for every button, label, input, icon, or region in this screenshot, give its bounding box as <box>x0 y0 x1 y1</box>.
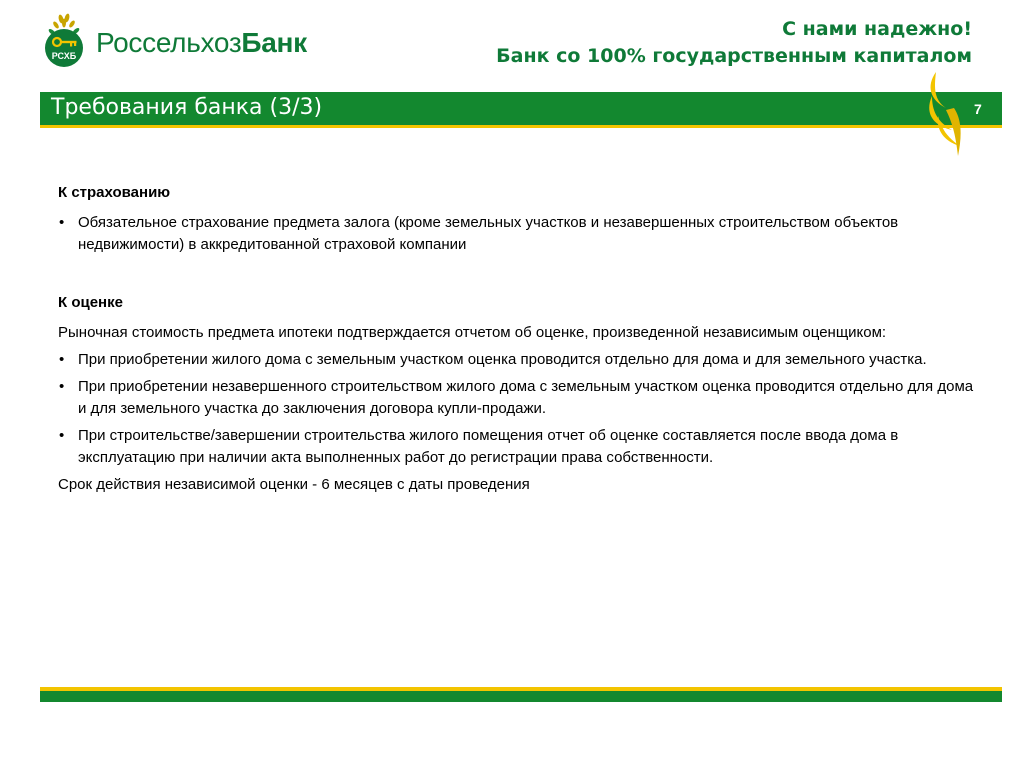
logo-text-light: Россельхоз <box>96 27 242 58</box>
slide-title: Требования банка (3/3) <box>51 95 323 120</box>
appraisal-closing: Срок действия независимой оценки - 6 месяцев с даты проведения <box>58 476 530 493</box>
appraisal-heading: К оценке <box>58 294 123 311</box>
insurance-bullet: • Обязательное страхование предмета залога (кроме земельных участков и незавершенных строительством объектов недвижимости) в аккредитованной страховой компании <box>58 212 983 256</box>
appraisal-bullet: • При приобретении незавершенного строительством жилого дома с земельным участком оценка проводится отдельно для дома и для земельного участка до заключения договора купли-продажи. <box>58 376 983 420</box>
logo-wordmark <box>96 29 307 57</box>
appraisal-bullet: • При приобретении жилого дома с земельным участком оценка проводится отдельно для дома и для земельного участка. <box>58 349 983 371</box>
footer-stripe <box>40 687 1002 703</box>
emblem-letters: РСХБ <box>51 51 77 61</box>
slogan-line-2: Банк со 100% государственным капиталом <box>496 45 972 67</box>
appraisal-intro: Рыночная стоимость предмета ипотеки подтверждается отчетом об оценке, произведенной независимым оценщиком: <box>58 324 887 341</box>
title-bar-underline <box>40 125 1002 128</box>
logo-text-bold: Банк <box>241 27 307 58</box>
slide-content <box>58 182 983 496</box>
wheat-swoosh-icon <box>924 70 972 156</box>
footer-green-line <box>40 691 1002 702</box>
insurance-heading: К страхованию <box>58 184 171 201</box>
slogan-line-1: С нами надежно! <box>782 18 972 40</box>
title-bar <box>40 92 1002 127</box>
wheat-emblem-icon <box>40 12 88 68</box>
bank-logo <box>40 12 307 68</box>
slogan <box>496 16 972 70</box>
page-number: 7 <box>974 101 982 117</box>
appraisal-bullet: • При строительстве/завершении строительства жилого помещения отчет об оценке составляется после ввода дома в эксплуатацию при наличии акта выполненных работ до регистрации права собственности. <box>58 425 983 469</box>
